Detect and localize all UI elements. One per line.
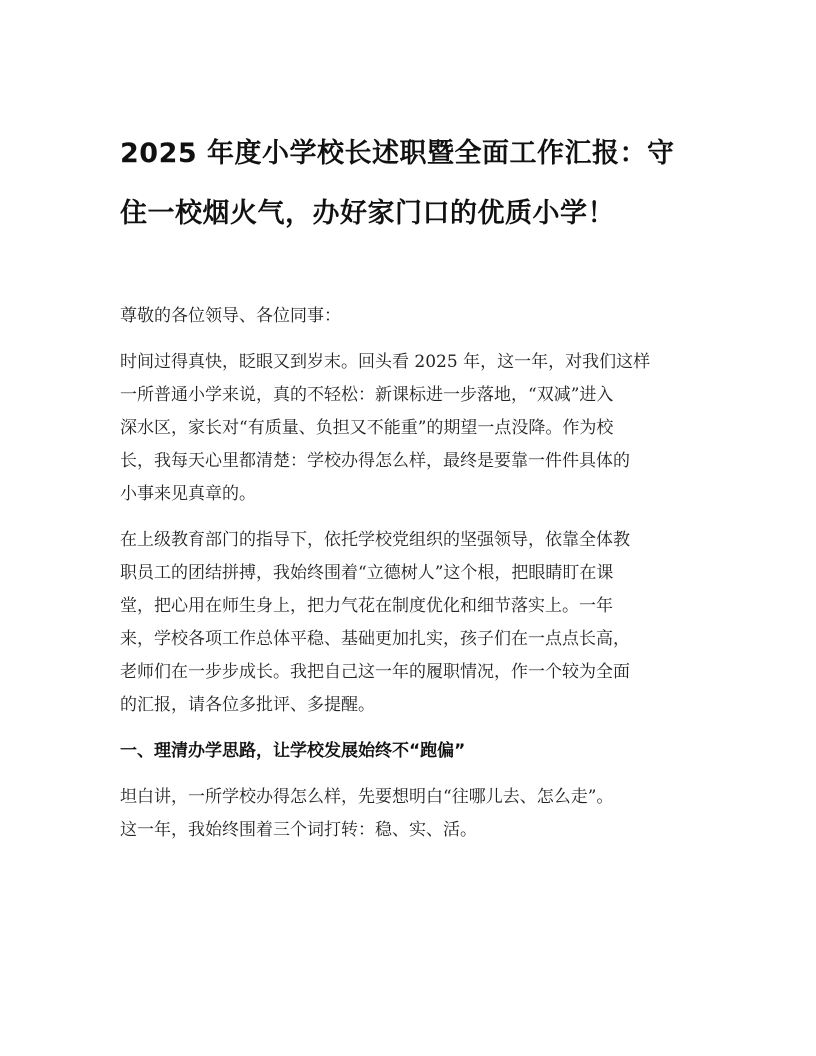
title-line: 2025 年度小学校长述职暨全面工作汇报：守 bbox=[120, 138, 675, 169]
text-line: 一所普通小学来说，真的不轻松：新课标进一步落地，“双减”进入 bbox=[120, 385, 614, 405]
document-title bbox=[120, 124, 700, 244]
section-heading-1: 一、理清办学思路，让学校发展始终不“跑偏” bbox=[120, 741, 466, 761]
text-line: 来，学校各项工作总体平稳、基础更加扎实，孩子们在一点点长高， bbox=[120, 629, 630, 649]
title-line: 住一校烟火气，办好家门口的优质小学！ bbox=[120, 198, 615, 229]
greeting bbox=[120, 300, 700, 333]
text-line: 小事来见真章的。 bbox=[120, 484, 256, 504]
text-line: 职员工的团结拼搏，我始终围着“立德树人”这个根，把眼睛盯在课 bbox=[120, 563, 614, 583]
text-line: 在上级教育部门的指导下，依托学校党组织的坚强领导，依靠全体教 bbox=[120, 530, 630, 550]
paragraph-overview bbox=[120, 524, 700, 722]
document-body bbox=[120, 300, 700, 860]
text-line: 时间过得真快，眨眼又到岁末。回头看 2025 年，这一年，对我们这样 bbox=[120, 352, 651, 372]
section-1-paragraph bbox=[120, 781, 700, 847]
text-line: 老师们在一步步成长。我把自己这一年的履职情况，作一个较为全面 bbox=[120, 662, 630, 682]
text-line: 这一年，我始终围着三个词打转：稳、实、活。 bbox=[120, 820, 477, 840]
greeting-text: 尊敬的各位领导、各位同事： bbox=[120, 306, 341, 326]
text-line: 的汇报，请各位多批评、多提醒。 bbox=[120, 695, 375, 715]
text-line: 长，我每天心里都清楚：学校办得怎么样，最终是要靠一件件具体的 bbox=[120, 451, 630, 471]
text-line: 堂，把心用在师生身上，把力气花在制度优化和细节落实上。一年 bbox=[120, 596, 613, 616]
paragraph-intro bbox=[120, 346, 700, 511]
text-line: 深水区，家长对“有质量、负担又不能重”的期望一点没降。作为校 bbox=[120, 418, 614, 438]
text-line: 坦白讲，一所学校办得怎么样，先要想明白“往哪儿去、怎么走”。 bbox=[120, 787, 614, 807]
